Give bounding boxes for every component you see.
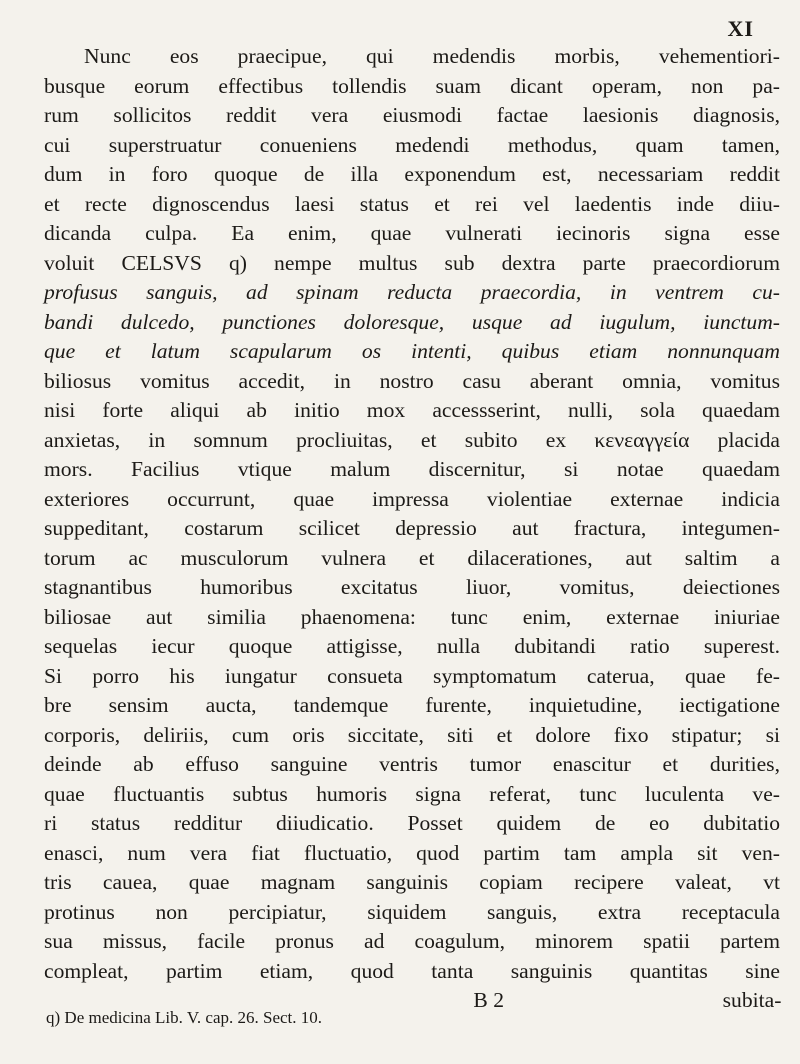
text-line: voluit CELSVS q) nempe multus sub dextra parte praecordiorum [44, 250, 780, 275]
text-line: Si porro his iungatur consueta symptomatum caterua, quae fe- [44, 663, 780, 688]
text-line: dicanda culpa. Ea enim, quae vulnerati iecinoris signa esse [44, 221, 780, 245]
text-line: Nunc eos praecipue, qui medendis morbis, vehementiori- [84, 44, 780, 68]
text-line: biliosus vomitus accedit, in nostro casu aberant omnia, vomitus [44, 368, 780, 393]
text-line: dum in foro quoque de illa exponendum est, necessariam reddit [44, 162, 780, 186]
text-line: compleat, partim etiam, quod tanta sanguinis quantitas sine [44, 958, 780, 983]
text-line: rum sollicitos reddit vera eiusmodi factae laesionis diagnosis, [44, 103, 780, 127]
text-line: suppeditant, costarum scilicet depressio aut fractura, integumen- [44, 516, 780, 540]
text-line: anxietas, in somnum procliuitas, et subito ex κενεαγγεία placida [44, 427, 780, 452]
text-line: nisi forte aliqui ab initio mox accessserint, nulli, sola quaedam [44, 398, 780, 422]
footnote: q) De medicina Lib. V. cap. 26. Sect. 10. [46, 1008, 323, 1027]
text-line: et recte dignoscendus laesi status et rei vel laedentis inde diiu- [44, 191, 780, 216]
text-line: torum ac musculorum vulnera et dilacerationes, aut saltim a [44, 545, 780, 570]
text-line: deinde ab effuso sanguine ventris tumor enascitur et durities, [44, 752, 780, 776]
text-line: busque eorum effectibus tollendis suam dicant operam, non pa- [44, 73, 780, 98]
page-number: XI [727, 16, 754, 41]
signature-mark: B 2 [473, 988, 504, 1012]
body-text [44, 42, 780, 1016]
text-line: mors. Facilius vtique malum discernitur, si notae quaedam [44, 457, 780, 481]
text-line: protinus non percipiatur, siquidem sanguis, extra receptacula [44, 899, 780, 924]
text-line: quae fluctuantis subtus humoris signa referat, tunc luculenta ve- [44, 781, 780, 806]
text-line: tris cauea, quae magnam sanguinis copiam recipere valeat, vt [44, 870, 780, 894]
text-line: bandi dulcedo, punctiones doloresque, usque ad iugulum, iunctum- [44, 309, 780, 334]
text-line: enasci, num vera fiat fluctuatio, quod partim tam ampla sit ven- [44, 840, 780, 865]
text-line: bre sensim aucta, tandemque furente, inquietudine, iectigatione [44, 693, 780, 717]
text-line: que et latum scapularum os intenti, quibus etiam nonnunquam [44, 339, 780, 363]
text-line: cui superstruatur conueniens medendi methodus, quam tamen, [44, 132, 780, 157]
catchword: subita- [722, 988, 782, 1012]
text-line: stagnantibus humoribus excitatus liuor, vomitus, deiectiones [44, 575, 780, 599]
text-line: ri status redditur diiudicatio. Posset quidem de eo dubitatio [44, 811, 780, 835]
text-line: corporis, deliriis, cum oris siccitate, siti et dolore fixo stipatur; si [44, 722, 780, 747]
text-line: sequelas iecur quoque attigisse, nulla dubitandi ratio superest. [44, 634, 780, 658]
text-line: sua missus, facile pronus ad coagulum, minorem spatii partem [44, 929, 780, 953]
text-line: profusus sanguis, ad spinam reducta praecordia, in ventrem cu- [44, 280, 780, 304]
text-line: biliosae aut similia phaenomena: tunc enim, externae iniuriae [44, 604, 780, 629]
text-line: exteriores occurrunt, quae impressa violentiae externae indicia [44, 486, 780, 511]
